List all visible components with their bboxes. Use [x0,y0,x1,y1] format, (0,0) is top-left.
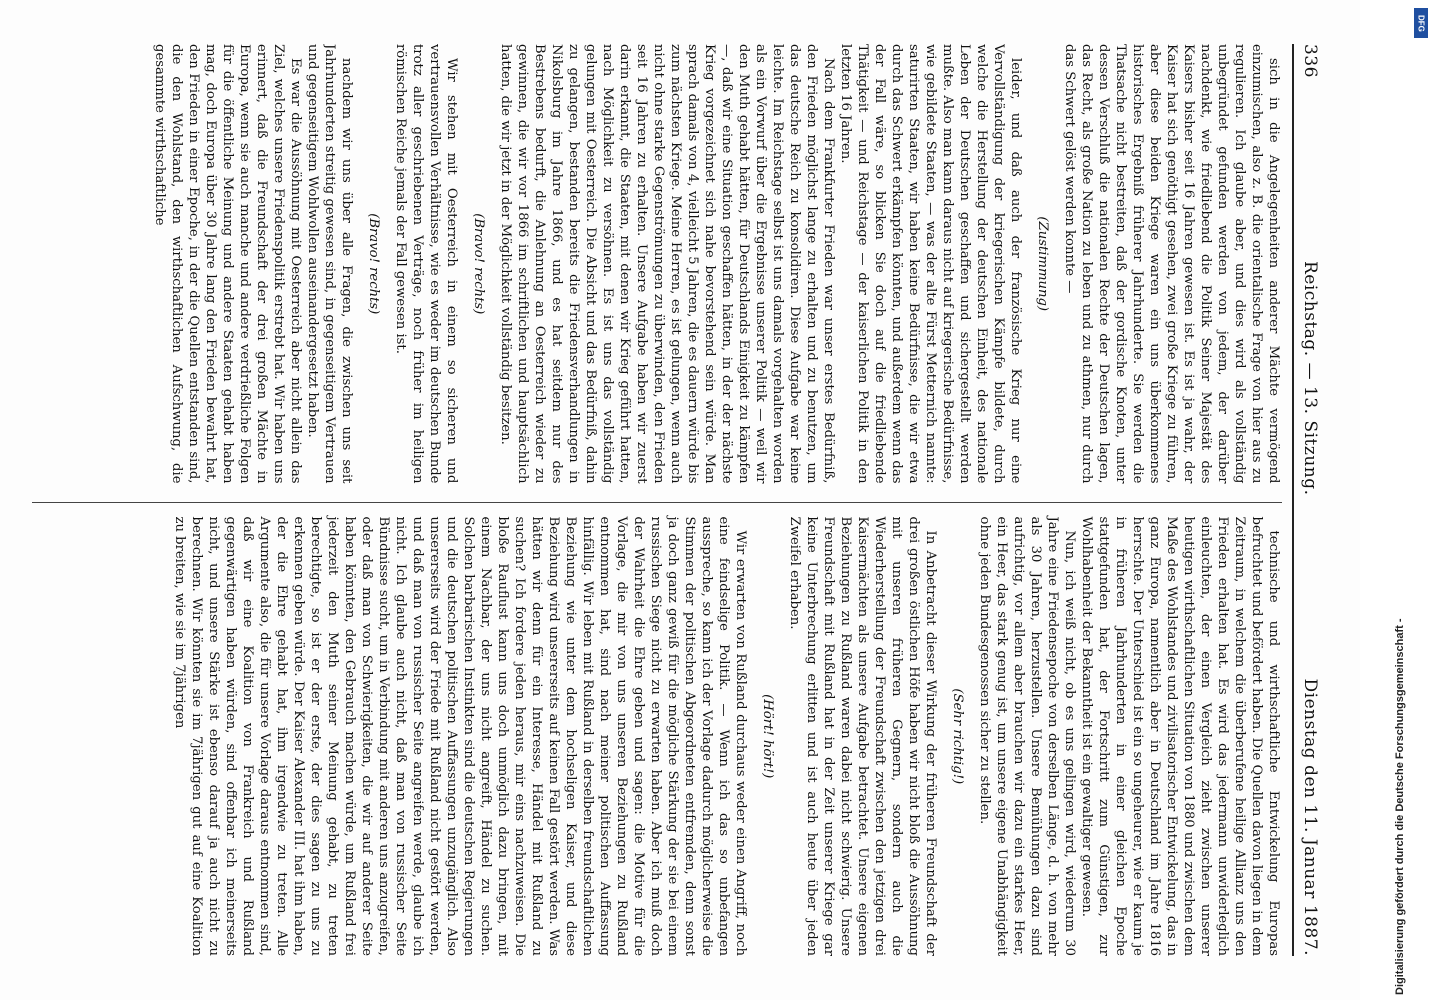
paragraph: Nun, ich weiß nicht, ob es uns gelingen wird, wiederum 30 Jahre eine Friedensepoche von derselben Länge, d. h. von mehr als 30 Jahren, herzustellen. Unsere Bemühungen dazu sind aufrichtig, vor allem aber brauchen wir dazu ein starkes Heer, ein Heer, das stark genug ist, um unsere eigene Unabhängigkeit ohne jeden Bundesgenossen sicher zu stellen. [977,516,1077,956]
text-columns [32,44,1282,956]
paragraph: Wir erwarten von Rußland durchaus weder einen Angriff, noch eine feindselige Politik. — Wenn ich das so unbefangen ausspreche, so kann ich der Vorlage dadurch möglicherweise die Stimmen der politischen Abgeordneten entfremden, denn sonst ja doch ganz gewiß für die mögliche Stärkung der sie bei einem russischen Siege nicht zu erwarten haben. Aber ich muß doch der Wahrheit die Ehre geben und sagen: die Motive für die Vorlage, die mir von uns unseren Beziehungen zu Rußland entnommen hat, sind nach meiner politischen Auffassung hinfällig. Wir leben mit Rußland in derselben freundschaftlichen Beziehung wie unter dem hochseligen Kaiser, und diese Beziehung wird unsererseits auf keinen Fall gestört werden. Was hätten wir denn für ein Interesse, Händel mit Rußland zu suchen? Ich fordere jeden heraus, mir eins nachzuweisen. Die bloße Rauflust kann uns doch unmöglich dazu bringen, mit einem Nachbar, der uns nicht angreift, Händel zu suchen. Solchen barbarischen Instinkten sind die deutschen Regierungen und die deutschen politischen Auffassungen unzugänglich. Also unsererseits wird der Friede mit Rußland nicht gestört werden, und daß man von russischer Seite angreifen werde, glaube ich nicht. Ich glaube auch nicht, daß man von russischer Seite Bündnisse sucht, um in Verbindung mit anderen uns anzugreifen, oder daß man von Schwierigkeiten, die wir auf anderer Seite haben könnten, den Gebrauch machen würde, um Rußland frei jederzeit den Muth seiner Meinung gehabt, zu treten berechtigte, so ist er der erste, der dies sagen zu uns zu erkennen geben würde. Der Kaiser Alexander III. hat ihm haben, der die Ehre gehabt hat, ihm irgendwie zu treten. Alle Argumente also, die für unsere Vorlage daraus entnommen sind, daß wir eine Koalition von Frankreich und Rußland gegenwärtigen haben würden, sind offenbar ich meinerseits nicht, und unsere Stärke ist ebenso darauf ja auch nicht zu berechnen. Wir könnten sie im 7jährigen gut auf eine Koalition zu breiten, wie sie im 7jährigen [172,516,748,956]
left-column [32,44,1282,484]
parliamentary-remark: (Sehr richtig!) [950,688,965,785]
page-header [1292,44,1320,956]
paragraph: leider, und daß auch der französische Krieg nur eine Vervollständigung der kriegerischen Kämpfe bildete, durch welche die Herstellung der deutschen Einheit, des nationale Leben der Deutschen geschaffen und sichergestellt werden mußte. Also man kann daraus nicht auf kriegerische Bedürfnisse, wie gebildete Staaten, — was der alte Fürst Metternich nannte: saturirten Staaten, wir haben keine Bedürfnisse, die wir etwa durch das Schwert erkämpfen könnten, und außerdem wenn das der Fall wäre, so blicken Sie doch auf die friedliebende Thätigkeit — und Reichstage — der kaiserlichen Politik in den letzten 16 Jahren. [838,44,1023,484]
dfg-logo: DFG [1414,8,1428,38]
session-title: Reichstag. — 13. Sitzung. [1300,260,1320,496]
paragraph: Nach dem Frankfurter Frieden war unser erstes Bedürfniß, den Frieden möglichst lange zu erhalten und zu benutzen, um das deutsche Reich zu konsolidiren. Diese Aufgabe war keine leichte. Im Reichstage selbst ist uns damals vorgehalten worden als ein Vorwurf über die Ergebnisse unserer Politik — weil wir den Muth gehabt hätten, für Deutschlands Einigkeit zu kämpfen —, daß wir eine Situation geschaffen hätten, in der der nächste Krieg vorgezeichnet sich nahe bevorstehend sein würde. Man sprach damals von 4, vielleicht 5 Jahren, die es dauern würde bis zum nächsten Kriege. Meine Herren, es ist gelungen, wenn auch nicht ohne starke Gegenströmungen zu überwinden, den Frieden seit 16 Jahren zu erhalten. Unsere Aufgabe haben wir zuerst darin erkannt, die Staaten, mit denen wir Krieg geführt hatten, nach Möglichkeit zu versöhnen. Es ist uns das vollständig gelungen mit Oesterreich. Die Absicht und das Bedürfniß, dahin zu gelangen, bestanden bereits die Friedensverhandlungen in Nikolsburg im Jahre 1866, und es hat seitdem nur des Bestrebens bedurft, die Anlehnung an Oesterreich wieder zu gewinnen, die wir vor 1866 im schriftlichen und hauptsächlich hatten, die wir jetzt in der Möglichkeit vollständig besitzen. [498,44,836,484]
paragraph: Wir stehen mit Oesterreich in einem so sicheren und vertrauensvollen Verhältnisse, wie es weder im deutschen Bunde trotz aller geschriebenen Verträge, noch früher im heiligen römischen Reiche jemals der Fall gewesen ist. [393,44,459,484]
page-number: 336 [1300,44,1320,78]
paragraph: technische und wirthschaftliche Entwickelung Europas befruchtet und befördert haben. Die Quellen davon liegen in dem Zeitraum, in welchem die überberufene heilige Allianz uns den Frieden erhalten hat. Es wird das jedermann unwiderleglich einleuchten, der einen Vergleich zieht zwischen unserer heutigen wirthschaftlichen Situation von 1880 und zwischen dem Maße des Wohlstandes und zivilisatorischer Entwickelung, das in ganz Europa, namentlich aber in Deutschland im Jahre 1816 herrschte. Der Unterschied ist ein so ungeheurer, wie er kaum je in früheren Jahrhunderten in einer gleichen Epoche stattgefunden hat, der Fortschritt zum Günstigen, zur Wohlhabenheit der Bekanntheit ist ein gewaltiger gewesen. [1079,516,1281,956]
paragraph: sich in die Angelegenheiten anderer Mächte vermögend einzumischen, also z. B. die orientalische Frage von hier aus zu regulieren. Ich glaube aber, und dies wird als vollständig unbegründet gefunden werden von jedem, der darüber nachdenkt, wie friedliebend die Politik Seiner Majestät des Kaisers bisher seit 16 Jahren gewesen ist. Es ist ja wahr, der Kaiser hat sich genöthigt gesehen, zwei große Kriege zu führen, aber diese beiden Kriege waren ein uns überkommenes historisches Ergebniß früherer Jahrhunderte. Sie werden die Thatsache nicht bestreiten, daß der gordische Knoten, unter dessen Verschluß die nationalen Rechte der Deutschen lagen, das Recht, als große Nation zu leben und zu athmen, nur durch das Schwert gelöst werden konnte — [1062,44,1281,484]
right-column [32,502,1282,957]
paragraph: nachdem wir uns über alle Fragen, die zwischen uns seit Jahrhunderten streitig gewesen sind, in gegenseitigem Vertrauen und gegenseitigem Wohlwollen auseinandergesetzt haben. [305,44,354,484]
parliamentary-remark: (Bravo! rechts) [366,213,381,315]
session-date: Dienstag den 11. Januar 1887. [1300,678,1320,956]
parliamentary-remark: (Bravo! rechts) [471,213,486,315]
digitization-credit: Digitalisierung gefördert durch die Deutsche Forschungsgemeinschaft - [1394,618,1406,995]
parliamentary-remark: (Zustimmung) [1035,216,1050,312]
parliamentary-remark: (Hört! hört!) [760,694,775,779]
paragraph: Es war die Aussöhnung mit Oesterreich aber nicht allein das Ziel, welches unsere Friedenspolitik erstrebt hat. Wir haben uns erinnert, daß die Freundschaft der drei großen Mächte in Europa, wenn sie auch manche und andere verdrießliche Folgen für die öffentliche Meinung und andere Staaten gehabt haben mag, doch Europa über 30 Jahre lang den Frieden bewahrt hat, den Frieden in einer Epoche, in der die Quellen entstanden sind, die den Wohlstand, den wirthschaftlichen Aufschwung, die gesammte wirthschaftliche [152,44,303,484]
paragraph: In Anbetracht dieser Wirkung der früheren Freundschaft der drei großen östlichen Höfe haben wir nicht bloß die Aussöhnung mit unseren früheren Gegnern, sondern auch die Wiederherstellung der Freundschaft zwischen den jetzigen drei Kaisermächten als unsere Aufgabe betrachtet. Unsere eigenen Beziehungen zu Rußland waren dabei nicht schwierig. Unsere Freundschaft mit Rußland hat in der Zeit unserer Kriege gar keine Unterbrechung erlitten und ist auch heute über jeden Zweifel erhaben. [787,516,938,956]
